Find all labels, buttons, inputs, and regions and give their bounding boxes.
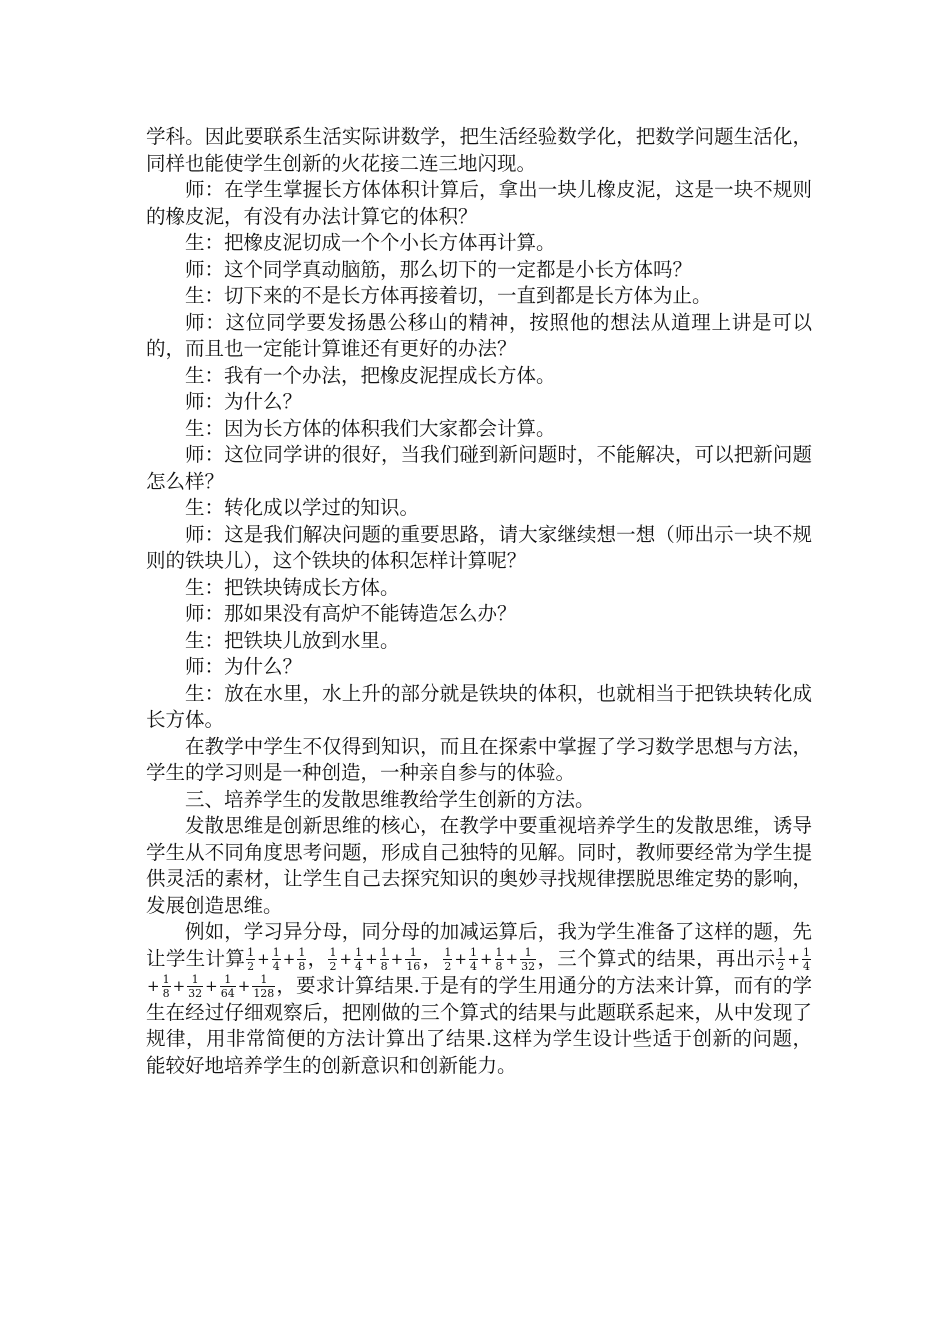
plus-sign: + [172, 976, 186, 995]
example-text: 三个算式的结果，再出示 [557, 946, 776, 970]
plus-sign: + [787, 949, 800, 968]
fraction-denominator: 4 [803, 959, 810, 973]
fraction-denominator: 8 [495, 959, 503, 973]
fraction-denominator: 4 [272, 959, 280, 973]
fraction [802, 946, 811, 973]
fraction-numerator: 1 [247, 945, 255, 959]
paragraph: 发散思维是创新思维的核心，在教学中要重视培养学生的发散思维，诱导学生从不同角度思考问题，形成自己独特的见解。同时，教师要经常为学生提供灵活的素材，让学生自己去探究知识的奥妙寻找规律摆脱思维定势的影响，发展创造思维。 [146, 814, 812, 917]
fraction-numerator: 1 [469, 945, 477, 959]
paragraph: 生：把铁块铸成长方体。 [185, 575, 400, 599]
paragraph: 生：切下来的不是长方体再接着切，一直到都是长方体为止。 [185, 284, 712, 307]
fraction [469, 946, 478, 973]
fraction-numerator: 1 [405, 946, 421, 960]
fraction-denominator: 2 [247, 959, 255, 973]
plus-sign: + [282, 949, 296, 968]
plus-sign: + [454, 949, 467, 968]
fraction-denominator: 2 [329, 959, 337, 973]
plus-sign: + [390, 949, 404, 968]
fraction-denominator: 4 [469, 959, 477, 973]
paragraph: 三、培养学生的发散思维教给学生创新的方法。 [185, 787, 595, 811]
fraction-numerator: 1 [252, 973, 275, 987]
example-text: 要求计算结果.于是有的学生用通分的方法来计算，而有的学生在经过仔细观察后，把刚做的三个算式的结果与此题联系起来，从中发现了规律，用非常简便的方法计算出了结果.这样为学生设计些适于创新的问题，能较好地培养学生的创新意识和创新能力。 [146, 973, 812, 1077]
paragraph: 师：这位同学要发扬愚公移山的精神，按照他的想法从道理上讲是可以的，而且也一定能计算谁还有更好的办法？ [146, 310, 812, 360]
example-text: ， [307, 946, 328, 970]
paragraph: 师：在学生掌握长方体体积计算后，拿出一块儿橡皮泥，这是一块不规则的橡皮泥，有没有办法计算它的体积？ [146, 178, 812, 228]
fraction-denominator: 8 [162, 986, 170, 1000]
fraction-numerator: 1 [380, 945, 388, 959]
plus-sign: + [147, 976, 160, 995]
plus-sign: + [205, 976, 218, 995]
fraction [776, 946, 785, 973]
fraction [328, 946, 337, 973]
paragraph: 生：因为长方体的体积我们大家都会计算。 [185, 416, 556, 440]
fraction-numerator: 1 [329, 945, 337, 959]
fraction-numerator: 1 [777, 945, 785, 959]
example-text: ， [422, 946, 443, 970]
fraction [272, 946, 281, 973]
fraction-numerator: 1 [187, 973, 203, 987]
fraction [443, 946, 452, 973]
fraction-denominator: 8 [380, 959, 388, 973]
plus-sign: + [257, 949, 270, 968]
fraction-denominator: 128 [253, 986, 275, 1000]
plus-sign: + [339, 949, 353, 968]
paragraph: 师：这是我们解决问题的重要思路，请大家继续想一想（师出示一块不规则的铁块儿），这个铁块的体积怎样计算呢？ [146, 522, 812, 572]
paragraph: 师：这位同学讲的很好，当我们碰到新问题时，不能解决，可以把新问题怎么样？ [146, 443, 812, 493]
fraction [187, 973, 203, 1000]
document-page [146, 124, 812, 1079]
fraction [520, 946, 536, 973]
fraction [252, 973, 275, 1000]
paragraph: 学科。因此要联系生活实际讲数学，把生活经验数学化，把数学问题生活化，同样也能使学生创新的火花接二连三地闪现。 [146, 125, 812, 175]
plus-sign: + [479, 949, 493, 968]
paragraph: 在教学中学生不仅得到知识，而且在探索中掌握了学习数学思想与方法，学生的学习则是一种创造，一种亲自参与的体验。 [146, 734, 812, 784]
fraction-numerator: 1 [162, 972, 170, 986]
plus-sign: + [365, 949, 378, 968]
fraction-numerator: 1 [272, 945, 280, 959]
fraction-denominator: 2 [777, 959, 785, 973]
fraction-numerator: 1 [520, 946, 536, 960]
paragraph: 生：放在水里，水上升的部分就是铁块的体积，也就相当于把铁块转化成长方体。 [146, 681, 812, 731]
example-text: ， [537, 946, 558, 970]
fraction-numerator: 1 [298, 945, 306, 959]
fraction-denominator: 32 [188, 986, 203, 1000]
paragraph: 生：把铁块儿放到水里。 [185, 628, 400, 652]
fraction-numerator: 1 [803, 945, 810, 959]
paragraph: 生：转化成以学过的知识。 [185, 496, 420, 519]
fraction [220, 973, 236, 1000]
paragraph: 师：为什么？ [185, 390, 303, 413]
fraction-denominator: 16 [406, 959, 421, 973]
fraction-numerator: 1 [495, 945, 503, 959]
example-text: ， [276, 973, 297, 997]
fraction-denominator: 8 [298, 959, 306, 973]
paragraph-list [146, 124, 812, 919]
fraction [246, 946, 255, 973]
fraction-denominator: 2 [444, 959, 452, 973]
paragraph: 生：我有一个办法，把橡皮泥捏成长方体。 [185, 363, 556, 387]
plus-sign: + [505, 949, 519, 968]
fraction [405, 946, 421, 973]
plus-sign: + [237, 976, 251, 995]
fraction-denominator: 32 [521, 959, 536, 973]
fraction-numerator: 1 [444, 945, 452, 959]
fraction [162, 973, 171, 1000]
paragraph: 师：为什么？ [185, 655, 303, 678]
fraction-numerator: 1 [355, 945, 363, 959]
fraction [297, 946, 306, 973]
fraction [354, 946, 363, 973]
fraction-numerator: 1 [220, 973, 236, 987]
fraction-denominator: 64 [220, 986, 235, 1000]
paragraph: 师：那如果没有高炉不能铸造怎么办？ [185, 602, 517, 625]
paragraph: 生：把橡皮泥切成一个个小长方体再计算。 [185, 231, 556, 254]
paragraph: 师：这个同学真动脑筋，那么切下的一定都是小长方体吗？ [185, 257, 693, 281]
fraction [380, 946, 389, 973]
example-paragraph [146, 919, 812, 1079]
fraction [495, 946, 504, 973]
fraction-denominator: 4 [355, 959, 363, 973]
example-text: 例如，学习异分母，同分母的加减运算后，我为学生准备了这样的题，先让学生计算 [146, 920, 812, 970]
